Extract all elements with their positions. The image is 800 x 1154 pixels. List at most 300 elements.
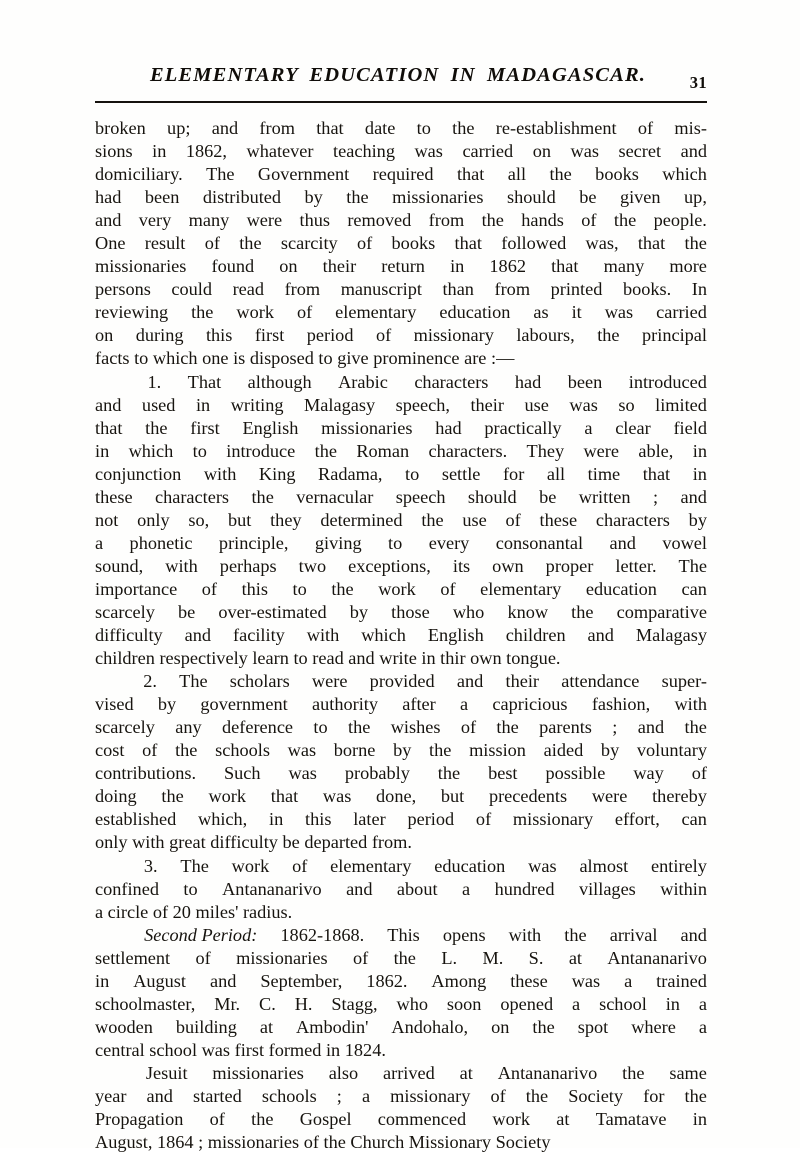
word: determined [320, 509, 403, 530]
text-line [95, 417, 707, 440]
word: a [95, 532, 104, 553]
word: Mr. [214, 993, 241, 1014]
word: English [427, 625, 484, 646]
word: ; [612, 717, 618, 738]
word: been [144, 187, 180, 208]
word: in [152, 141, 167, 162]
word: that [316, 118, 344, 138]
word: 1862 [489, 256, 526, 277]
word: of [142, 740, 158, 761]
word: the [496, 717, 519, 738]
word: S. [528, 947, 544, 968]
page-content [95, 64, 707, 1154]
word: clear [615, 417, 651, 438]
word: opens [442, 924, 486, 945]
word: the [597, 325, 620, 346]
word: know [507, 601, 549, 622]
text-line [95, 1085, 707, 1108]
word: and [587, 625, 614, 646]
word: the [525, 1085, 549, 1106]
word: vised [95, 694, 134, 715]
word: for [643, 1085, 665, 1106]
word: children respectively learn to read and write in thir own tongue. [95, 648, 561, 669]
word: Radama, [318, 463, 383, 484]
word: speech, [395, 394, 450, 415]
word: mission [469, 740, 526, 761]
word: by [393, 740, 412, 761]
text-line [95, 278, 707, 301]
text-line [95, 924, 707, 947]
word: The [180, 855, 209, 876]
word: able, [638, 440, 674, 461]
word: first [190, 417, 220, 438]
text-line [95, 855, 707, 878]
running-head [95, 64, 707, 94]
word: Gospel [299, 1109, 352, 1130]
word: They [526, 440, 565, 461]
word: speech [395, 486, 446, 507]
word: date [364, 118, 396, 138]
word: thus [299, 210, 330, 231]
word: on [532, 141, 551, 162]
word: be [579, 187, 597, 208]
word: aided [543, 740, 584, 761]
text-line [95, 232, 707, 255]
word: up, [684, 187, 707, 208]
word: education [439, 302, 511, 323]
word: in [692, 1109, 707, 1130]
word: Propagation [95, 1109, 184, 1130]
word: re-establishment [495, 118, 617, 138]
word: way [633, 763, 664, 784]
text-line [95, 324, 707, 347]
word: can [681, 809, 707, 830]
word: practically [484, 417, 562, 438]
text-line [95, 1039, 707, 1062]
word: missionaries [236, 947, 328, 968]
paragraph-continuation [95, 117, 707, 371]
word: to [416, 118, 431, 138]
word: that [270, 786, 299, 807]
word: manuscript [340, 279, 422, 300]
word: 1862-1868. [280, 924, 365, 945]
word: were [583, 440, 619, 461]
word: of [505, 509, 521, 530]
word: schools [215, 740, 270, 761]
word: the [314, 440, 337, 461]
word: to [388, 532, 403, 553]
word: of [296, 302, 313, 323]
word: established [95, 809, 177, 830]
word: 1862, [185, 141, 227, 162]
word: be [178, 601, 196, 622]
word: deference [222, 717, 294, 738]
word: Roman [356, 440, 410, 461]
word: with [306, 625, 340, 646]
word: 2. [143, 671, 157, 692]
text-line [95, 670, 707, 693]
word: should [467, 486, 517, 507]
word: scarcity [280, 233, 338, 254]
paragraph-indent [95, 371, 121, 394]
word: elementary [335, 302, 417, 323]
word: followed [501, 233, 567, 254]
word: and [609, 532, 636, 553]
word: cost [95, 740, 125, 761]
word: but [227, 509, 252, 530]
word: of [581, 210, 597, 231]
text-line [95, 301, 707, 324]
word: mis- [674, 118, 707, 138]
word: more [669, 256, 707, 277]
word: had [95, 187, 122, 208]
word: wishes [390, 717, 441, 738]
word: In [691, 279, 707, 300]
word: thereby [652, 786, 707, 807]
word: all [546, 463, 566, 484]
word: importance [95, 578, 178, 599]
word: teaching [333, 141, 395, 162]
word: entirely [651, 855, 707, 876]
word: a [698, 993, 707, 1014]
word: a [462, 878, 471, 899]
word: the [348, 717, 371, 738]
word: writing [230, 394, 284, 415]
word: field [673, 417, 707, 438]
word: fashion, [591, 694, 651, 715]
word: provided [369, 671, 435, 692]
word: every [428, 532, 470, 553]
text-line [95, 555, 707, 578]
word: result [144, 233, 186, 254]
text-line [95, 624, 707, 647]
word: of [357, 233, 373, 254]
word: proper [545, 555, 594, 576]
word: up; [167, 118, 191, 138]
text-line [95, 347, 707, 370]
word: vowel [662, 532, 707, 553]
word: Antananarivo [607, 947, 707, 968]
word: Malagasy [635, 625, 707, 646]
word: and [211, 118, 239, 138]
word: and [209, 970, 237, 991]
word: their [505, 671, 540, 692]
word: in [450, 256, 465, 277]
word: year [95, 1085, 127, 1106]
text-line [95, 371, 707, 394]
word: to [313, 717, 328, 738]
word: Tamatave [595, 1109, 667, 1130]
word: contributions. [95, 763, 197, 784]
word: ; [336, 1085, 342, 1106]
word: started [193, 1085, 242, 1106]
numbered-item-2 [95, 670, 707, 854]
word: also [328, 1062, 359, 1083]
word: September, [260, 970, 343, 991]
word: possible [545, 763, 606, 784]
text-line [95, 1062, 707, 1085]
word: were [246, 210, 283, 231]
word: these [510, 970, 548, 991]
word: the [251, 1109, 274, 1130]
word: so [618, 394, 635, 415]
word: with [203, 463, 237, 484]
word: a [361, 1085, 371, 1106]
text-line [95, 762, 707, 785]
word: missionary [512, 809, 594, 830]
word: of [460, 717, 477, 738]
word: of [637, 118, 654, 138]
word: of [352, 947, 369, 968]
word: only with great difficulty be departed from. [95, 832, 412, 853]
word: not [95, 509, 119, 530]
word: were [311, 671, 348, 692]
word: facility [233, 625, 285, 646]
word: later [353, 809, 386, 830]
word: for [502, 463, 525, 484]
word: that [637, 233, 666, 254]
word: conjunction [95, 463, 182, 484]
word: Such [223, 763, 261, 784]
word: the [481, 210, 504, 231]
word: Among [431, 970, 487, 991]
word: in [665, 993, 680, 1014]
word: distributed [202, 187, 282, 208]
word: should [506, 187, 556, 208]
word: the [613, 210, 637, 231]
word: read [232, 279, 265, 300]
word: Malagasy [304, 394, 376, 415]
word: with [165, 555, 198, 576]
word: best [488, 763, 518, 784]
word: of [209, 1109, 225, 1130]
word: of [195, 947, 211, 968]
word: The [179, 671, 208, 692]
word: period [407, 809, 455, 830]
word: attendance [561, 671, 640, 692]
text-line [95, 970, 707, 993]
word: giving [314, 532, 362, 553]
word: persons [95, 279, 151, 300]
word: a [698, 1016, 707, 1037]
word: characters [414, 371, 489, 392]
word: letter. [615, 555, 657, 576]
word: the [175, 740, 198, 761]
word: education [434, 855, 506, 876]
text-line [95, 716, 707, 739]
word: characters [595, 509, 670, 530]
word: that [95, 417, 123, 438]
word: The [206, 164, 235, 185]
text-line [95, 163, 707, 186]
word: this [305, 809, 332, 830]
word: own [492, 555, 524, 576]
word: in [95, 440, 110, 461]
word: Ambodin' [296, 1016, 369, 1037]
word: that [551, 256, 579, 277]
word: Arabic [338, 371, 388, 392]
word: removed [347, 210, 412, 231]
word: was [570, 141, 599, 162]
word: their [470, 394, 504, 415]
word: on [491, 1016, 510, 1037]
word: which [128, 440, 174, 461]
word: been [567, 371, 603, 392]
numbered-item-1 [95, 371, 707, 671]
word: vernacular [296, 486, 374, 507]
word: building [175, 1016, 237, 1037]
word: capricious [492, 694, 568, 715]
word: H. [294, 993, 313, 1014]
word: and [95, 210, 122, 231]
word: difficulty [95, 625, 163, 646]
word: by [304, 187, 323, 208]
word: the [251, 486, 274, 507]
word: although [247, 371, 312, 392]
word: of [201, 578, 218, 599]
word: in [269, 809, 284, 830]
word: was [569, 394, 598, 415]
text-line [95, 1016, 707, 1039]
word: were [591, 786, 628, 807]
word: King [258, 463, 296, 484]
word: books [391, 233, 436, 254]
word: education [585, 578, 657, 599]
word: 3. [143, 855, 158, 876]
word: secret [618, 141, 662, 162]
paragraph-indent [95, 1062, 121, 1085]
word: scholars [229, 671, 290, 692]
word: authority [312, 694, 379, 715]
word: it [571, 302, 582, 323]
text-line [95, 463, 707, 486]
word: carried [462, 141, 514, 162]
word: facts to which one is disposed to give prominence are :— [95, 348, 515, 369]
text-line [95, 140, 707, 163]
word: scarcely [95, 717, 155, 738]
word: the [145, 417, 168, 438]
word: which [361, 625, 406, 646]
word: written [578, 486, 631, 507]
page-number: 31 [689, 73, 707, 92]
word: was [571, 970, 601, 991]
word: two [298, 555, 327, 576]
word: work [208, 786, 247, 807]
word: they [270, 509, 302, 530]
word: with [674, 694, 707, 715]
paragraph-indent [95, 924, 121, 947]
word: the [191, 302, 214, 323]
word: and [680, 141, 707, 162]
text-line [95, 186, 707, 209]
text-line [95, 1131, 707, 1154]
word: the [393, 947, 416, 968]
word: elementary [480, 578, 562, 599]
word: to [183, 878, 198, 899]
word: effort, [614, 809, 660, 830]
word: in [95, 970, 110, 991]
word: August, 1864 ; missionaries of the Church Missionary Society [95, 1132, 551, 1153]
word: which, [198, 809, 248, 830]
word: by [688, 509, 707, 530]
word: their [322, 256, 357, 277]
word: to [192, 440, 207, 461]
word: of [490, 1085, 506, 1106]
word: principal [642, 325, 707, 346]
word: reviewing [95, 302, 169, 323]
word: done, [376, 786, 417, 807]
word: broken [95, 118, 146, 138]
word: in [692, 463, 707, 484]
word: these [539, 509, 578, 530]
word: at [459, 1062, 473, 1083]
word: can [681, 578, 707, 599]
word: the [564, 924, 587, 945]
word: and [184, 625, 212, 646]
word: work [231, 855, 270, 876]
word: government [200, 694, 288, 715]
text-line [95, 808, 707, 831]
word: but [440, 786, 465, 807]
period-heading: Second Period: [144, 924, 258, 945]
word: people. [653, 210, 707, 231]
word: after [402, 694, 436, 715]
word: the [239, 233, 262, 254]
jesuit-missionaries-paragraph [95, 1062, 707, 1154]
body-text [95, 117, 707, 1154]
word: settle [441, 463, 481, 484]
word: carried [656, 302, 707, 323]
header-rule [95, 101, 707, 103]
paragraph-indent [95, 855, 121, 878]
word: which [662, 164, 707, 185]
word: missionary [413, 325, 494, 346]
word: of [475, 809, 492, 830]
word: its [452, 555, 471, 576]
word: 1862. [366, 970, 408, 991]
text-line [95, 693, 707, 716]
word: missionaries [95, 256, 187, 277]
word: Andohalo, [391, 1016, 469, 1037]
word: on [279, 256, 298, 277]
word: whatever [246, 141, 314, 162]
word: Antananarivo [497, 1062, 598, 1083]
text-line [95, 901, 707, 924]
word: labours, [516, 325, 575, 346]
word: to [292, 578, 307, 599]
word: was [528, 855, 557, 876]
word: settlement [95, 947, 171, 968]
word: to [405, 463, 420, 484]
word: of [691, 763, 707, 784]
word: who [396, 993, 428, 1014]
word: and [637, 717, 665, 738]
word: was [288, 763, 317, 784]
word: arrival [609, 924, 658, 945]
word: all [507, 164, 527, 185]
word: from [428, 210, 465, 231]
word: sound, [95, 555, 144, 576]
word: found [211, 256, 255, 277]
text-line [95, 878, 707, 901]
word: first [254, 325, 285, 346]
word: was [414, 141, 443, 162]
word: the [429, 740, 452, 761]
word: and [95, 394, 122, 415]
word: had [435, 417, 462, 438]
word: probably [344, 763, 410, 784]
word: use [462, 509, 487, 530]
